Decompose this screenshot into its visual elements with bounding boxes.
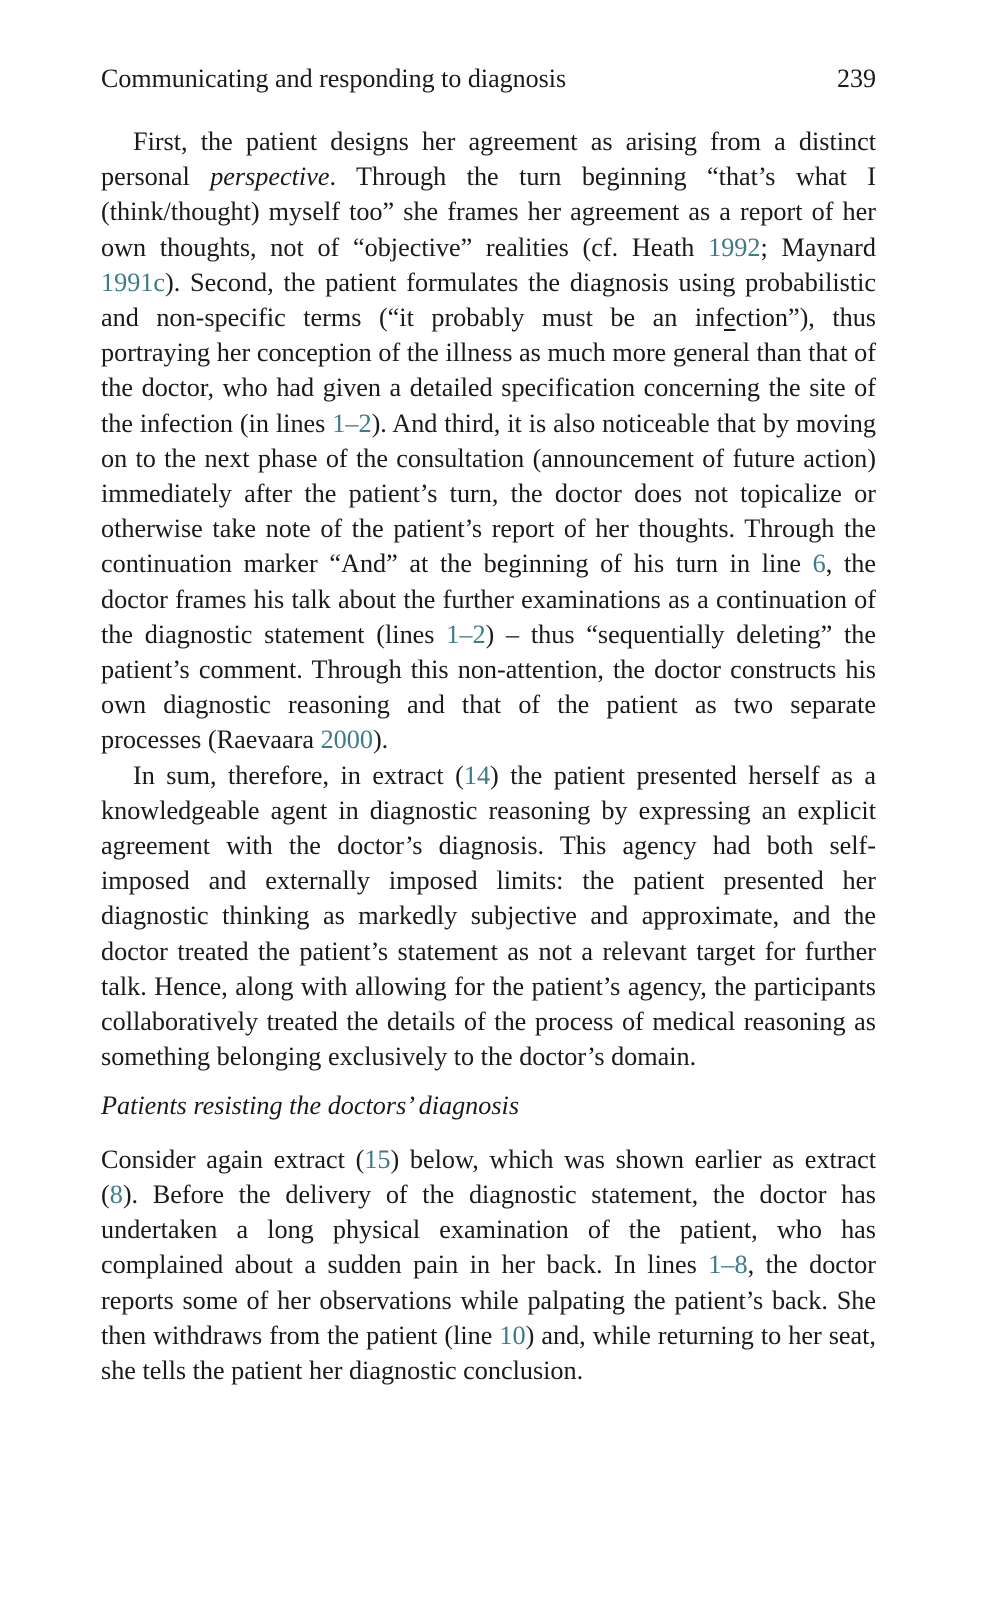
body-text [101,124,876,1388]
text-run: . Through the turn beginning “that’s what I (think/thought) myself too” she frames her agreement as a report of her own thoughts, not of “objective” realities (cf. Heath [101,162,876,262]
text-run: ) and, while returning to her seat, she tells the patient her diagnostic conclusion. [101,1320,876,1385]
text-run: ). And third, it is also noticeable that by moving on to the next phase of the consultation (announcement of future action) immediately after the patient’s turn, the doctor does not topicalize or otherwise take note of the patient’s report of her thoughts. Through the continuation marker “And” at the beginning of his turn in line [101,408,876,579]
text-run: ) the patient presented herself as a knowledgeable agent in diagnostic reasoning by expressing an explicit agreement with the doctor’s diagnosis. This agency had both self-imposed and externally imposed limits: the patient presented her diagnostic thinking as markedly subjective and approximate, and the doctor treated the patient’s statement as not a relevant target for further talk. Hence, along with allowing for the patient’s agency, the participants collaboratively treated the details of the process of medical reasoning as something belonging exclusively to the doctor’s domain. [101,760,877,1072]
text-run: First, the patient designs her agreement as arising from a distinct personal [101,127,876,192]
text-run: ) below, which was shown earlier as extract ( [101,1144,876,1209]
text-run: ; Maynard [760,232,876,262]
text-run: ) – thus “sequentially deleting” the patient’s comment. Through this non-attention, the doctor constructs his own diagnostic reasoning and that of the patient as two separate processes (Raevaara [101,619,876,755]
citation-link-1991c[interactable]: 1991c [101,267,165,297]
line-ref-link[interactable]: 1–2 [332,408,372,438]
emphasis-perspective: perspective [210,162,330,192]
paragraph-3 [101,1142,876,1388]
line-ref-link[interactable]: 1–8 [708,1250,748,1280]
text-run: ). Before the delivery of the diagnostic statement, the doctor has undertaken a long physical examination of the patient, who has complained about a sudden pain in her back. In lines [101,1179,876,1280]
citation-link-1992[interactable]: 1992 [708,232,761,262]
line-ref-link[interactable]: 1–2 [446,619,486,649]
line-ref-link[interactable]: 10 [499,1320,526,1350]
text-run: ). [372,725,389,755]
underlined-letter: e [723,303,736,333]
text-run: ction”), thus portraying her conception of the illness as much more general than that of the doctor, who had given a detailed specification concerning the site of the infection (in lines [101,303,876,438]
section-heading: Patients resisting the doctors’ diagnosis [101,1091,520,1121]
text-run: Consider again extract ( [101,1144,365,1174]
extract-ref-link[interactable]: 14 [463,760,491,790]
running-head [101,62,876,96]
page-number: 239 [837,64,876,93]
running-title: Communicating and responding to diagnosis [101,64,567,93]
text-run: , the doctor reports some of her observations while palpating the patient’s back. She then withdraws from the patient (line [101,1250,876,1350]
extract-ref-link[interactable]: 8 [109,1179,123,1209]
text-run: , the doctor frames his talk about the further examinations as a continuation of the diagnostic statement (lines [101,549,876,649]
extract-ref-link[interactable]: 15 [364,1144,391,1174]
paragraph-2 [101,758,876,1075]
citation-link-2000[interactable]: 2000 [320,725,373,755]
text-run: In sum, therefore, in extract ( [133,760,464,790]
line-ref-link[interactable]: 6 [812,549,826,579]
text-run: ). Second, the patient formulates the diagnosis using probabilistic and non-specific terms (“it probably must be an inf [101,267,876,333]
paragraph-1 [101,124,876,758]
